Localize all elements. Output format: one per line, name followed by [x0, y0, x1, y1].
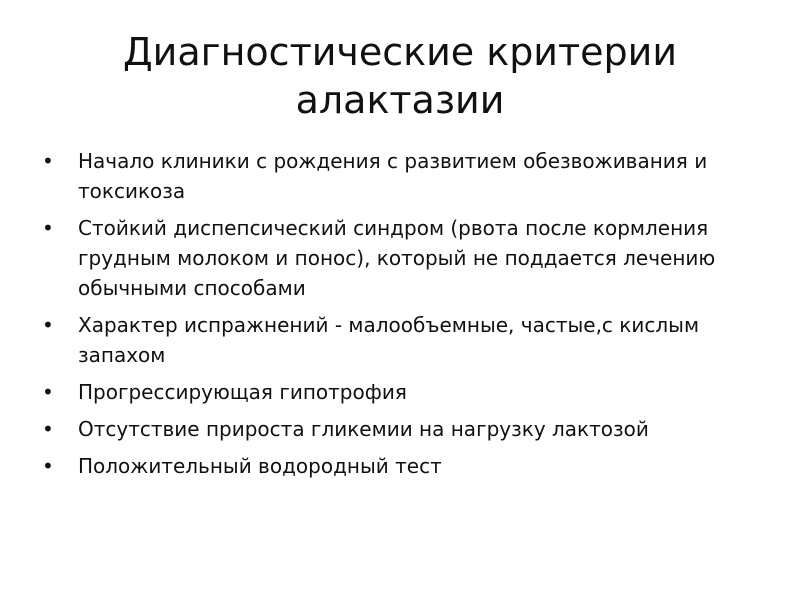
- bullet-text-glycemia: Отсутствие прироста гликемии на нагрузку лактозой: [78, 417, 649, 441]
- bullet-dot-icon: •: [42, 454, 54, 478]
- slide-title-line-2: алактазии: [295, 78, 505, 122]
- bullet-text-onset: Начало клиники с рождения с развитием обезвоживания и токсикоза: [78, 149, 708, 203]
- bullet-dot-icon: •: [42, 417, 54, 441]
- bullet-dot-icon: •: [42, 149, 54, 173]
- bullet-dot-icon: •: [42, 380, 54, 404]
- bullet-dot-icon: •: [42, 216, 54, 240]
- bullet-text-hydrogen-test: Положительный водородный тест: [78, 454, 442, 478]
- slide-title: [60, 28, 740, 124]
- bullet-text-hypotrophy: Прогрессирующая гипотрофия: [78, 380, 407, 404]
- bullet-item-glycemia: [40, 414, 770, 444]
- slide-title-line-1: Диагностические критерии: [122, 30, 678, 74]
- bullet-text-dyspeptic-syndrome: Стойкий диспепсический синдром (рвота после кормления грудным молоком и понос), который не поддается лечению обычными способами: [78, 216, 716, 300]
- bullet-list: [40, 146, 770, 488]
- bullet-item-onset: [40, 146, 770, 206]
- bullet-dot-icon: •: [42, 313, 54, 337]
- bullet-item-hydrogen-test: [40, 451, 770, 481]
- bullet-text-stool-character: Характер испражнений - малообъемные, частые,с кислым запахом: [78, 313, 700, 367]
- bullet-item-hypotrophy: [40, 377, 770, 407]
- bullet-item-dyspeptic-syndrome: [40, 213, 770, 303]
- bullet-item-stool-character: [40, 310, 770, 370]
